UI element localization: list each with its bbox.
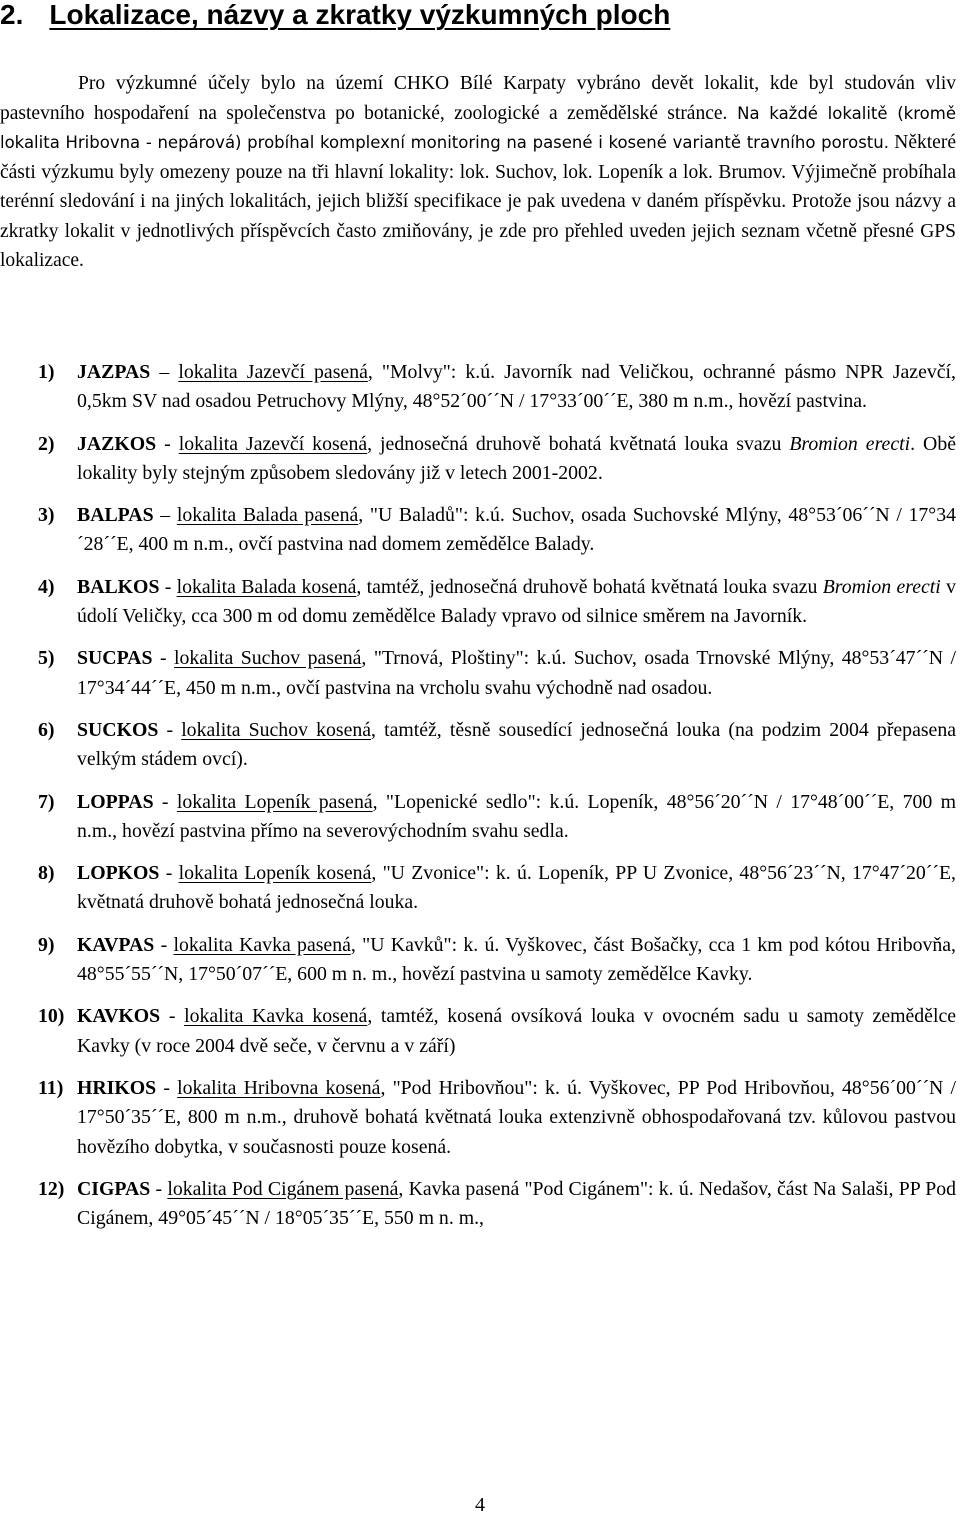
locality-description: , "U Kavků": k. ú. Vyškovec, část Bošačky, cca 1 km pod kótou Hribovňa, 48°55´55´´N, 17°50´07´´E, 600 m n. m., hovězí pastvina u samoty zemědělce Kavky. <box>77 933 956 986</box>
item-index: 11) <box>38 1076 64 1099</box>
item-index: 9) <box>38 933 55 956</box>
intro-sentence-1: Pro výzkumné účely bylo na území CHKO Bílé Karpaty vybráno devět lokalit, kde byl studován vliv pastevního hospodaření na společenstva po botanické, zoologické a zemědělské stránce. <box>0 73 956 124</box>
list-item <box>0 358 956 417</box>
locality-description: , jednosečná druhově bohatá květnatá louka svazu <box>367 432 790 455</box>
intro-paragraph <box>0 69 956 276</box>
code-separator: - <box>156 1076 178 1099</box>
code-separator: - <box>159 575 177 598</box>
code-separator: - <box>158 718 182 741</box>
locality-name: lokalita Lopeník kosená <box>178 862 372 885</box>
item-index: 5) <box>38 647 55 670</box>
species-name: Bromion erecti <box>822 575 941 598</box>
locality-description: , "Molvy": k.ú. Javorník nad Veličkou, ochranné pásmo NPR Jazevčí, 0,5km SV nad osadou Petruchovy Mlýny, 48°52´00´´N / 17°33´00´´E, 380 m n.m., hovězí pastvina. <box>77 361 956 413</box>
code-separator: - <box>150 1177 168 1200</box>
locality-description: , tamtéž, kosená ovsíková louka v ovocném sadu u samoty zemědělce Kavky (v roce 2004 dvě seče, v červnu a v září) <box>77 1005 957 1057</box>
section-heading <box>0 0 670 30</box>
list-item <box>0 859 956 918</box>
locality-code: BALKOS <box>77 575 160 598</box>
intro-sentence-3: Některé části výzkumu byly omezeny pouze na tři hlavní lokality: lok. Suchov, lok. Lopeník a lok. Brumov. Výjimečně probíhala terénní sledování i na jiných lokalitách, jejich bližší specifikace je pak uvedena v daném příspěvku. <box>0 132 956 212</box>
list-item <box>0 644 956 703</box>
locality-name: lokalita Balada kosená <box>176 575 357 598</box>
locality-code: BALPAS <box>77 504 154 527</box>
locality-code: LOPPAS <box>77 790 154 813</box>
locality-list <box>0 358 956 1246</box>
intro-sentence-2: Na každé lokalitě (kromě lokalita Hribovna - nepárová) probíhal komplexní monitoring na pasené i kosené variantě travního porostu. <box>0 103 956 152</box>
locality-name: lokalita Suchov kosená <box>181 718 372 741</box>
item-index: 8) <box>38 862 55 885</box>
list-item <box>0 1002 956 1061</box>
locality-description: , "Trnová, Ploštiny": k.ú. Suchov, osada Trnovské Mlýny, 48°53´47´´N / 17°34´44´´E, 450 m n.m., ovčí pastvina na vrcholu svahu východně nad osadou. <box>77 647 956 699</box>
list-item <box>0 1074 956 1162</box>
locality-description: , "U Zvonice": k. ú. Lopeník, PP U Zvonice, 48°56´23´´N, 17°47´20´´E, květnatá druhově bohatá jednosečná louka. <box>77 862 956 914</box>
locality-name: lokalita Jazevčí kosená <box>178 432 368 455</box>
locality-code: LOPKOS <box>77 862 160 885</box>
locality-code: KAVPAS <box>77 933 155 956</box>
list-item <box>0 931 956 990</box>
item-index: 4) <box>38 575 55 598</box>
item-index: 6) <box>38 718 55 741</box>
locality-description-cont: v údolí Veličky, cca 300 m od domu zemědělce Balady vpravo od silnice směrem na Javorník. <box>77 575 956 628</box>
code-separator: - <box>156 432 179 455</box>
locality-name: lokalita Lopeník pasená <box>176 790 373 813</box>
locality-code: JAZPAS <box>77 361 151 383</box>
code-separator: – <box>150 361 179 383</box>
locality-name: lokalita Kavka kosená <box>184 1005 368 1028</box>
item-index: 10) <box>38 1005 65 1028</box>
item-index: 7) <box>38 790 55 813</box>
species-name: Bromion erecti <box>789 432 911 455</box>
locality-name: lokalita Suchov pasená <box>174 647 362 670</box>
code-separator: – <box>153 504 177 527</box>
locality-description: , Kavka pasená "Pod Cigánem": k. ú. Nedašov, část Na Salaši, PP Pod Cigánem, 49°05´45´´N / 18°05´35´´E, 550 m n. m., <box>77 1177 957 1230</box>
locality-description: , "U Baladů": k.ú. Suchov, osada Suchovské Mlýny, 48°53´06´´N / 17°34´28´´E, 400 m n.m., ovčí pastvina nad domem zemědělce Balady. <box>77 504 957 556</box>
locality-code: HRIKOS <box>77 1076 157 1099</box>
intro-sentence-4: Protože jsou názvy a zkratky lokalit v jednotlivých příspěvcích často zmiňovány, je zde pro přehled uveden jejich seznam včetně přesné GPS lokalizace. <box>0 191 956 271</box>
list-item <box>0 716 956 775</box>
section-number: 2. <box>0 0 24 30</box>
item-index: 12) <box>38 1177 65 1200</box>
locality-code: SUCKOS <box>77 718 159 741</box>
list-item <box>0 1175 956 1234</box>
code-separator: - <box>152 647 174 670</box>
code-separator: - <box>159 862 179 885</box>
locality-name: lokalita Balada pasená <box>176 504 359 527</box>
locality-code: SUCPAS <box>77 647 153 670</box>
locality-description: , "Lopenické sedlo": k.ú. Lopeník, 48°56´20´´N / 17°48´00´´E, 700 m n.m., hovězí pastvina přímo na severovýchodním svahu sedla. <box>77 790 956 842</box>
list-item <box>0 573 956 632</box>
locality-name: lokalita Pod Cigánem pasená <box>167 1177 399 1200</box>
locality-code: KAVKOS <box>77 1005 161 1028</box>
locality-name: lokalita Kavka pasená <box>173 933 351 956</box>
locality-code: CIGPAS <box>77 1177 151 1200</box>
item-index: 2) <box>38 432 55 455</box>
item-index: 1) <box>38 361 55 383</box>
list-item <box>0 788 956 847</box>
item-index: 3) <box>38 504 55 527</box>
locality-description: , tamtéž, těsně sousedící jednosečná louka (na podzim 2004 přepasena velkým stádem ovcí). <box>77 718 957 771</box>
locality-name: lokalita Jazevčí pasená <box>178 361 368 383</box>
page-number: 4 <box>475 1494 485 1516</box>
code-separator: - <box>154 933 174 956</box>
locality-code: JAZKOS <box>77 432 157 455</box>
list-item <box>0 501 956 560</box>
list-item <box>0 430 956 489</box>
locality-description: , tamtéž, jednosečná druhově bohatá květnatá louka svazu <box>356 575 823 598</box>
locality-description-cont: . Obě lokality byly stejným způsobem sledovány již v letech 2001-2002. <box>77 432 956 484</box>
locality-name: lokalita Hribovna kosená <box>177 1076 381 1099</box>
locality-description: , "Pod Hribovňou": k. ú. Vyškovec, PP Pod Hribovňou, 48°56´00´´N / 17°50´35´´E, 800 m n.m., druhově bohatá květnatá louka extenzivně obhospodařovaná tzv. kůlovou pastvou hovězího dobytka, v současnosti pouze kosená. <box>77 1076 956 1158</box>
section-title: Lokalizace, názvy a zkratky výzkumných ploch <box>49 0 671 30</box>
code-separator: - <box>160 1005 185 1028</box>
code-separator: - <box>153 790 177 813</box>
